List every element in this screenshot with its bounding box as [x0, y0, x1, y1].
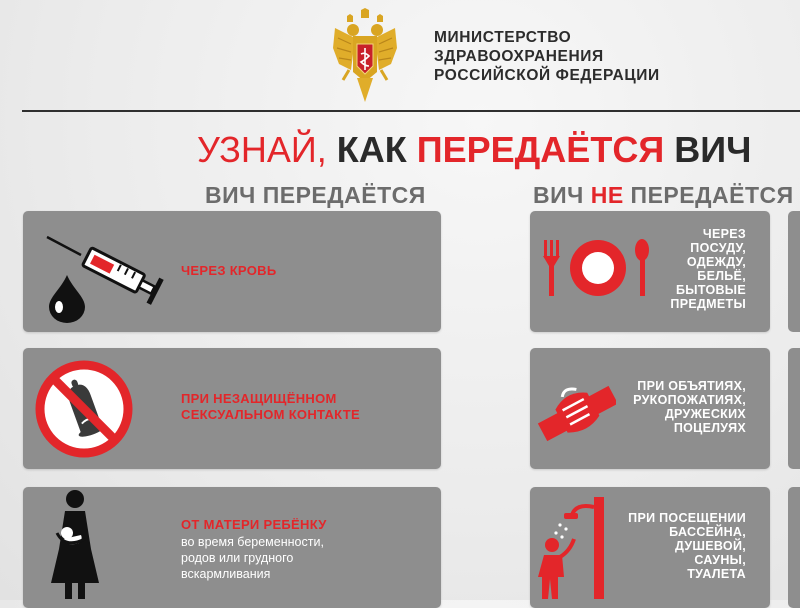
card-shower-line-5: ТУАЛЕТА	[687, 567, 746, 581]
title-part-1: УЗНАЙ	[197, 129, 317, 170]
card-shower-line-2: БАССЕЙНА,	[669, 525, 746, 539]
card-sex-label-line-2: СЕКСУАЛЬНОМ КОНТАКТЕ	[181, 407, 360, 422]
not-transmitted-title-part-3: ПЕРЕДАЁТСЯ	[623, 182, 794, 208]
not-transmitted-title-part-1: ВИЧ	[533, 182, 591, 208]
transmitted-title: ВИЧ ПЕРЕДАЁТСЯ	[205, 182, 426, 208]
card-shower-line-4: САУНЫ,	[694, 553, 746, 567]
card-edge-1	[788, 211, 800, 332]
card-mother	[23, 487, 441, 608]
ministry-header	[0, 0, 800, 110]
card-mother-sub	[181, 534, 324, 582]
card-sex-label-line-1: ПРИ НЕЗАЩИЩЁННОМ	[181, 391, 337, 406]
ministry-line-2: ЗДРАВООХРАНЕНИЯ	[434, 48, 604, 65]
card-mother-sub-line-3: вскармливания	[181, 567, 271, 581]
card-dishes	[530, 211, 770, 332]
card-edge-2	[788, 348, 800, 469]
card-blood	[23, 211, 441, 332]
card-dishes-line-2: ПОСУДУ,	[690, 241, 746, 255]
card-shower-line-3: ДУШЕВОЙ,	[674, 539, 746, 553]
card-mother-sub-line-1: во время беременности,	[181, 535, 324, 549]
card-dishes-line-5: БЫТОВЫЕ	[676, 283, 746, 297]
card-hugs-label	[633, 379, 746, 435]
mother-child-icon	[45, 489, 105, 601]
page-title	[197, 128, 751, 172]
card-dishes-line-6: ПРЕДМЕТЫ	[670, 297, 746, 311]
ministry-line-3: РОССИЙСКОЙ ФЕДЕРАЦИИ	[434, 67, 660, 84]
dishes-icon	[540, 236, 660, 302]
card-dishes-line-1: ЧЕРЕЗ	[702, 227, 746, 241]
ministry-name	[434, 28, 660, 85]
coat-of-arms-icon	[333, 8, 397, 104]
card-hugs-line-4: ПОЦЕЛУЯХ	[673, 421, 746, 435]
card-sex-label	[181, 391, 360, 423]
no-condom-icon	[33, 358, 135, 460]
title-part-3: КАК	[336, 129, 417, 170]
card-shower-label	[628, 511, 746, 581]
card-hugs-line-2: РУКОПОЖАТИЯХ,	[633, 393, 746, 407]
card-dishes-line-4: БЕЛЬЁ,	[697, 269, 746, 283]
card-dishes-line-3: ОДЕЖДУ,	[686, 255, 746, 269]
not-transmitted-title	[533, 182, 794, 209]
card-hugs-line-1: ПРИ ОБЪЯТИЯХ,	[637, 379, 746, 393]
title-part-4: ПЕРЕДАЁТСЯ	[416, 129, 665, 170]
card-hugs	[530, 348, 770, 469]
header-divider	[22, 110, 800, 112]
not-transmitted-title-part-2: НЕ	[590, 182, 624, 208]
card-sex	[23, 348, 441, 469]
card-dishes-label	[670, 227, 746, 311]
handshake-icon	[536, 374, 616, 446]
card-shower-line-1: ПРИ ПОСЕЩЕНИИ	[628, 511, 746, 525]
card-edge-3	[788, 487, 800, 608]
card-blood-label: ЧЕРЕЗ КРОВЬ	[181, 263, 277, 278]
syringe-blood-icon	[41, 231, 181, 323]
card-mother-sub-line-2: родов или грудного	[181, 551, 294, 565]
card-hugs-line-3: ДРУЖЕСКИХ	[664, 407, 746, 421]
ministry-line-1: МИНИСТЕРСТВО	[434, 29, 572, 46]
card-mother-label: ОТ МАТЕРИ РЕБЁНКУ	[181, 517, 327, 532]
title-part-2: ,	[316, 129, 337, 170]
card-shower	[530, 487, 770, 608]
title-part-5: ВИЧ	[664, 129, 752, 170]
shower-icon	[536, 495, 614, 601]
